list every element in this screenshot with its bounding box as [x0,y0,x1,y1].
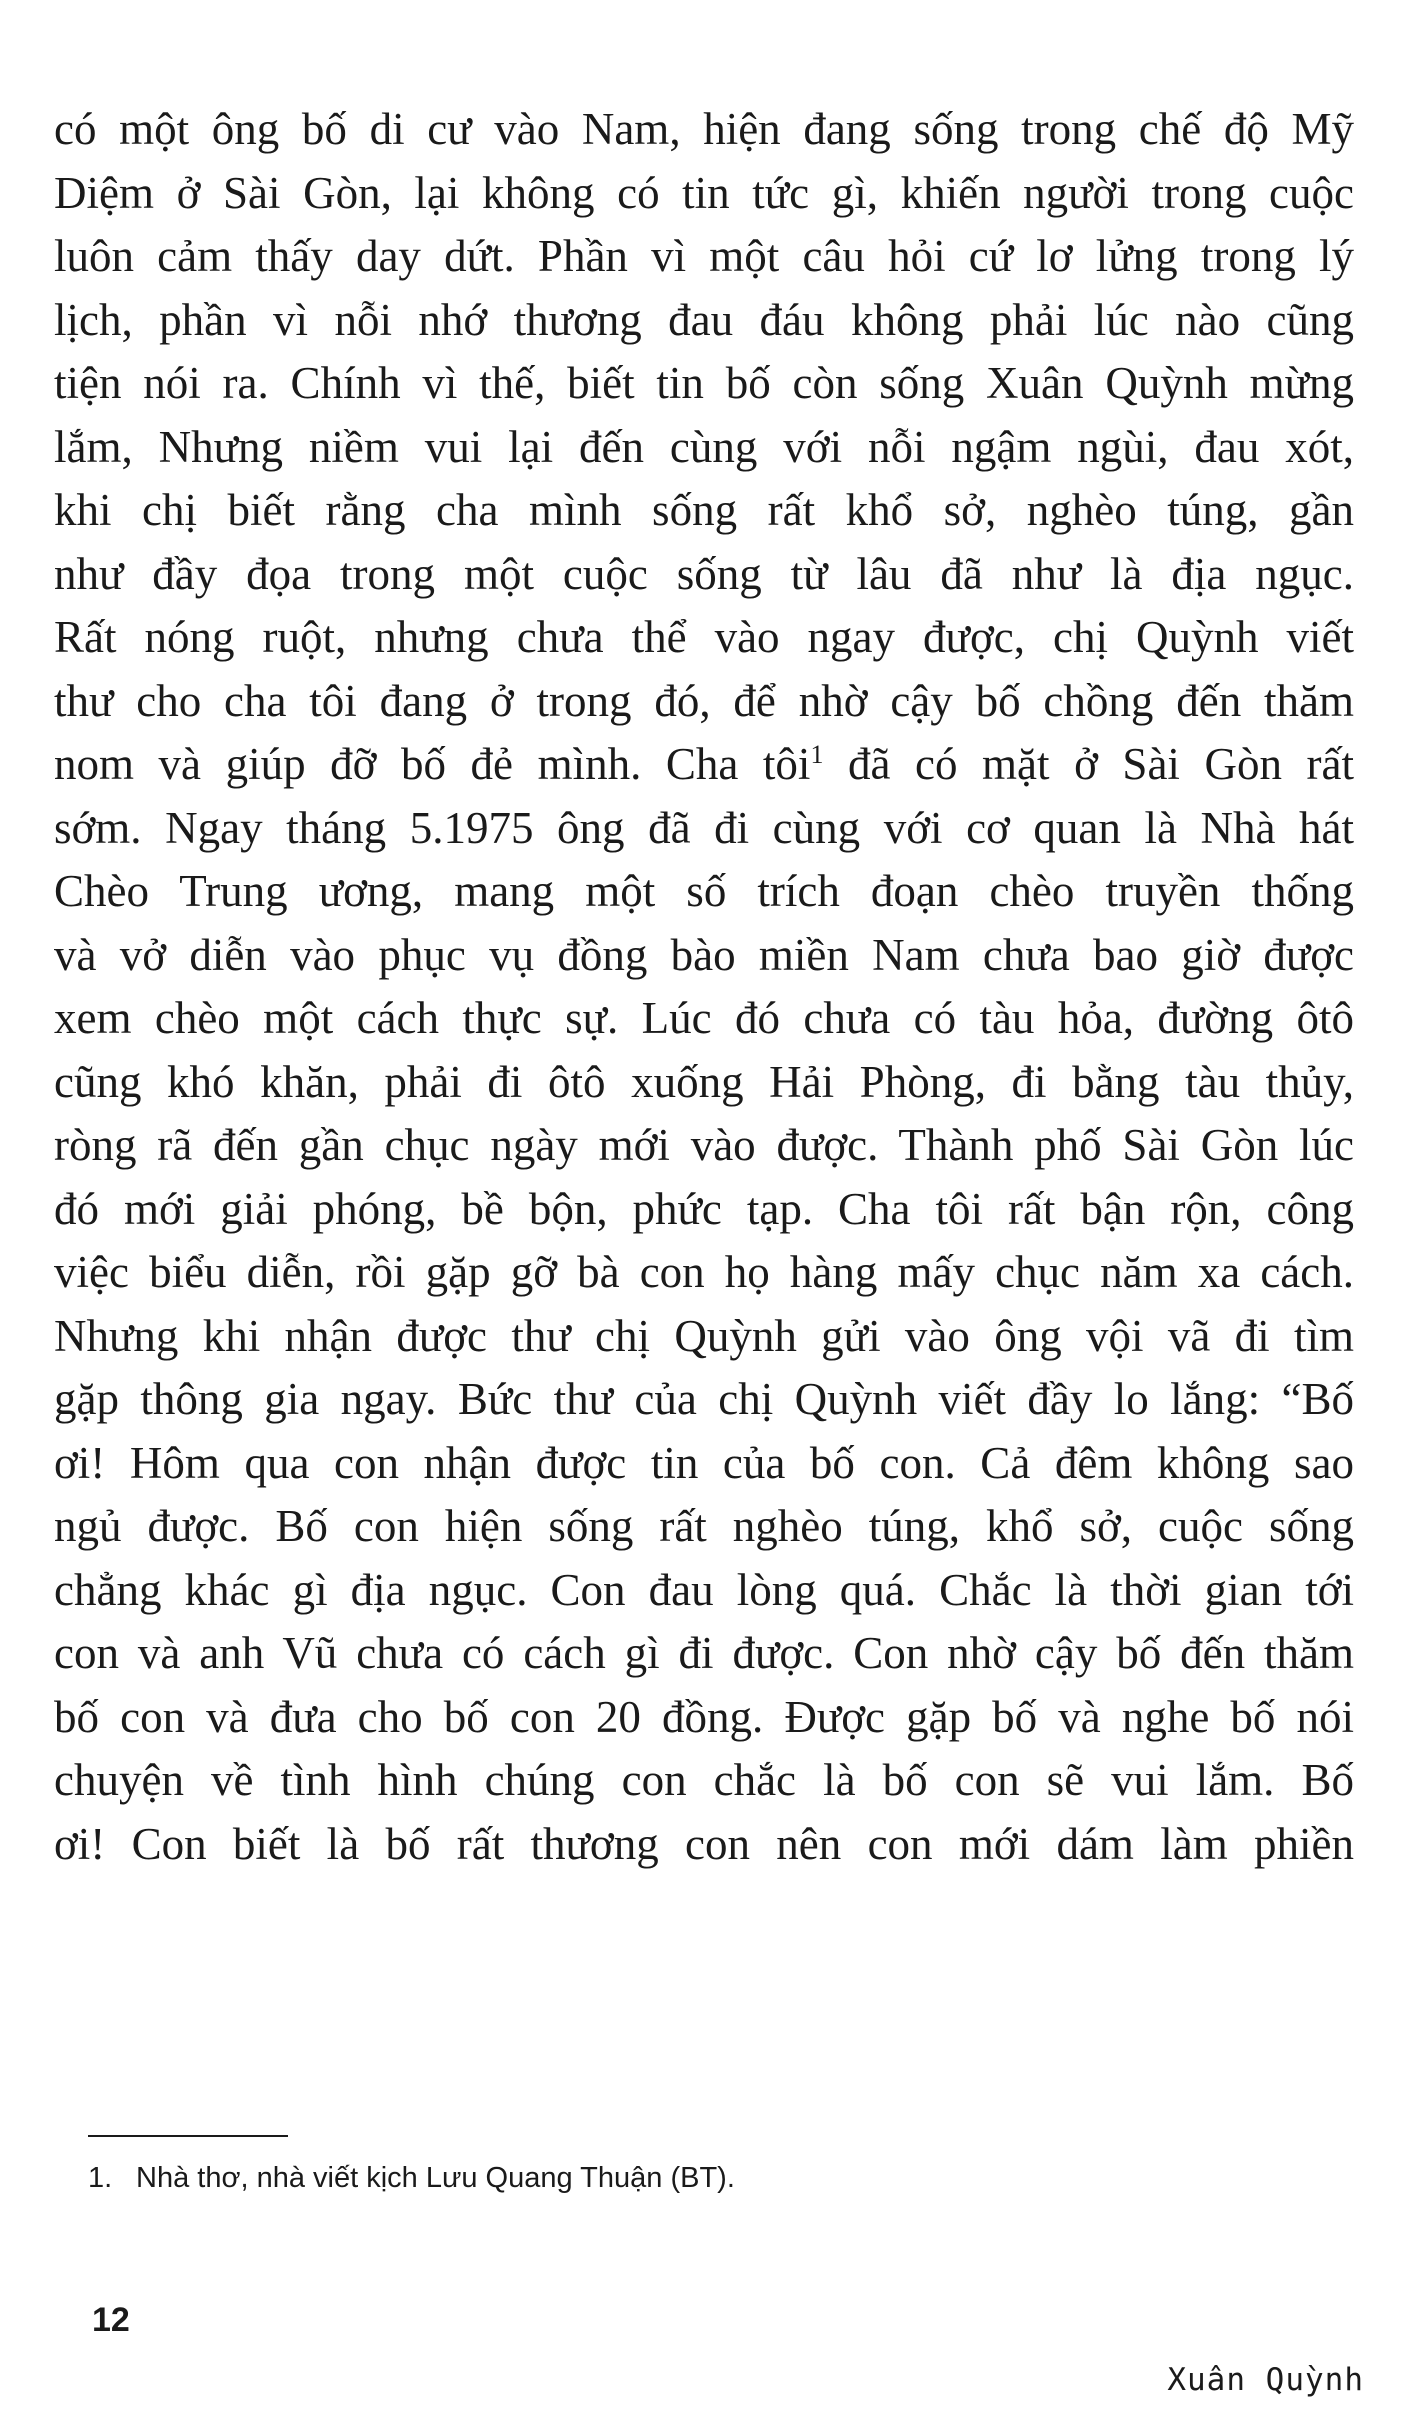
text-line: ngủ được. Bố con hiện sống rất nghèo túng, khổ sở, cuộc sống [54,1501,1354,1551]
footnote-number: 1. [88,2162,113,2194]
text-line: Rất nóng ruột, nhưng chưa thể vào ngay được, chị Quỳnh viết [54,612,1354,662]
running-footer: Xuân Quỳnh [1167,2362,1364,2398]
text-line-with-footnote [54,733,1354,797]
text-line: Chèo Trung ương, mang một số trích đoạn chèo truyền thống [54,866,1354,916]
text-segment: đã có mặt ở Sài Gòn rất [823,739,1354,789]
text-line: gặp thông gia ngay. Bức thư của chị Quỳnh viết đầy lo lắng: “Bố [54,1374,1354,1424]
text-line: Diệm ở Sài Gòn, lại không có tin tức gì, khiến người trong cuộc [54,167,1354,218]
text-line: ơi! Hôm qua con nhận được tin của bố con. Cả đêm không sao [54,1437,1354,1488]
text-line: lịch, phần vì nỗi nhớ thương đau đáu không phải lúc nào cũng [54,294,1354,345]
text-line: chẳng khác gì địa ngục. Con đau lòng quá. Chắc là thời gian tới [54,1564,1354,1615]
text-line: ơi! Con biết là bố rất thương con nên con mới dám làm phiền [54,1818,1354,1869]
body-text [54,98,1354,1876]
text-line: đó mới giải phóng, bề bộn, phức tạp. Cha tôi rất bận rộn, công [54,1183,1354,1234]
text-line: như đầy đọa trong một cuộc sống từ lâu đã như là địa ngục. [54,548,1354,599]
text-line: và vở diễn vào phục vụ đồng bào miền Nam chưa bao giờ được [54,929,1354,980]
text-line: lắm, Nhưng niềm vui lại đến cùng với nỗi ngậm ngùi, đau xót, [54,421,1354,472]
text-line: có một ông bố di cư vào Nam, hiện đang sống trong chế độ Mỹ [54,104,1354,154]
text-line: xem chèo một cách thực sự. Lúc đó chưa có tàu hỏa, đường ôtô [54,993,1354,1043]
text-line: thư cho cha tôi đang ở trong đó, để nhờ cậy bố chồng đến thăm [54,675,1354,726]
text-line: con và anh Vũ chưa có cách gì đi được. Con nhờ cậy bố đến thăm [54,1628,1354,1678]
text-line: chuyện về tình hình chúng con chắc là bố con sẽ vui lắm. Bố [54,1755,1354,1805]
footnote-text: Nhà thơ, nhà viết kịch Lưu Quang Thuận (BT). [136,2162,735,2194]
page-number: 12 [92,2301,130,2339]
footnote-divider [88,2135,288,2137]
text-line: Nhưng khi nhận được thư chị Quỳnh gửi vào ông vội vã đi tìm [54,1310,1354,1361]
text-line: ròng rã đến gần chục ngày mới vào được. Thành phố Sài Gòn lúc [54,1120,1354,1170]
text-line: việc biểu diễn, rồi gặp gỡ bà con họ hàng mấy chục năm xa cách. [54,1247,1354,1297]
footnote [88,2160,735,2196]
text-line: luôn cảm thấy day dứt. Phần vì một câu hỏi cứ lơ lửng trong lý [54,231,1354,281]
text-line: tiện nói ra. Chính vì thế, biết tin bố còn sống Xuân Quỳnh mừng [54,358,1354,408]
text-line: cũng khó khăn, phải đi ôtô xuống Hải Phòng, đi bằng tàu thủy, [54,1056,1354,1107]
footnote-reference: 1 [810,740,824,769]
text-segment: nom và giúp đỡ bố đẻ mình. Cha tôi [54,739,811,789]
text-line: khi chị biết rằng cha mình sống rất khổ sở, nghèo túng, gần [54,485,1354,535]
text-line: bố con và đưa cho bố con 20 đồng. Được gặp bố và nghe bố nói [54,1691,1354,1742]
text-line: sớm. Ngay tháng 5.1975 ông đã đi cùng với cơ quan là Nhà hát [54,802,1354,853]
